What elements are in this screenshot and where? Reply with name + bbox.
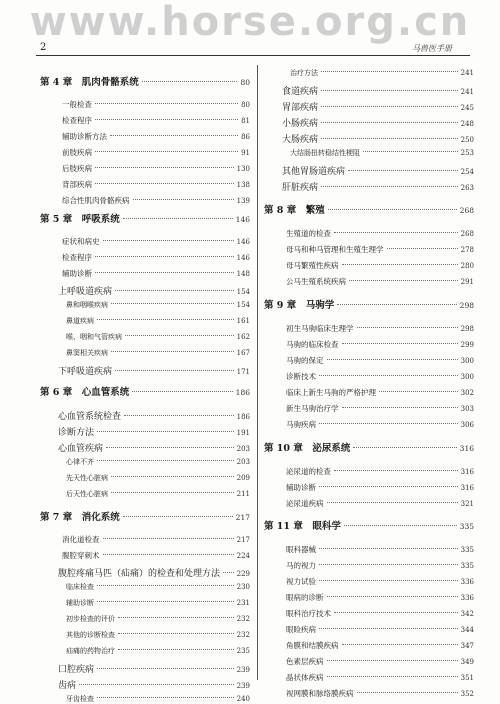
toc-page-number: 306 xyxy=(460,421,474,429)
toc-chapter-entry xyxy=(40,384,250,398)
toc-page-number: 303 xyxy=(460,405,474,413)
toc-entry xyxy=(264,371,474,382)
toc-entry-title: 马驹疾病 xyxy=(286,420,316,429)
toc-page-number: 80 xyxy=(240,78,250,87)
leader-dots xyxy=(95,167,234,168)
toc-entry xyxy=(40,582,250,592)
toc-entry xyxy=(264,164,474,177)
toc-entry xyxy=(264,260,474,271)
toc-entry-title: 上呼吸道疾病 xyxy=(58,287,113,297)
toc-entry-title: 初步检查的评价 xyxy=(66,615,115,623)
toc-entry-title: 公马生殖系统疾病 xyxy=(286,277,346,286)
toc-entry xyxy=(40,115,250,126)
toc-entry-title: 综合性肌肉骨骼疾病 xyxy=(62,196,130,205)
toc-entry xyxy=(40,646,250,656)
toc-page-number: 336 xyxy=(460,578,474,586)
toc-entry xyxy=(40,179,250,190)
leader-dots xyxy=(321,71,458,72)
leader-dots xyxy=(111,303,234,304)
toc-page-number: 146 xyxy=(236,238,250,246)
toc-page-number: 232 xyxy=(236,615,250,623)
toc-chapter-entry xyxy=(40,74,250,88)
toc-page-number: 224 xyxy=(236,552,250,560)
toc-entry-title: 第 5 章 呼吸系统 xyxy=(40,214,120,225)
toc-entry-title: 第 4 章 肌肉骨骼系统 xyxy=(40,77,139,88)
toc-entry xyxy=(264,84,474,97)
toc-entry xyxy=(40,252,250,263)
toc-page-number: 139 xyxy=(236,197,250,205)
toc-page-number: 335 xyxy=(460,562,474,570)
toc-entry xyxy=(264,228,474,239)
toc-entry xyxy=(264,656,474,667)
leader-dots xyxy=(342,343,458,344)
leader-dots xyxy=(223,572,234,573)
leader-dots xyxy=(103,538,234,539)
toc-page-number: 347 xyxy=(460,642,474,650)
toc-entry-title: 心血管疾病 xyxy=(58,444,104,454)
toc-page-number: 232 xyxy=(236,631,250,639)
toc-entry xyxy=(40,614,250,624)
toc-entry-title: 小肠疾病 xyxy=(282,119,319,129)
toc-entry xyxy=(40,332,250,342)
toc-entry xyxy=(264,672,474,683)
toc-entry xyxy=(264,339,474,350)
toc-page-number: 268 xyxy=(460,230,474,238)
toc-entry xyxy=(40,236,250,247)
toc-page-number: 186 xyxy=(235,388,250,397)
leader-dots xyxy=(103,554,234,555)
toc-entry xyxy=(264,323,474,334)
toc-entry-title: 检查程序 xyxy=(62,253,92,262)
leader-dots xyxy=(115,370,234,371)
toc-entry-title: 临床上新生马驹的严格护理 xyxy=(286,388,376,397)
leader-dots xyxy=(321,138,458,139)
toc-page-number: 300 xyxy=(460,357,474,365)
leader-dots xyxy=(327,596,458,597)
toc-entry-title: 临床检查 xyxy=(66,583,94,591)
leader-dots xyxy=(342,264,458,265)
toc-entry-title: 母马和种马管理和生殖生理学 xyxy=(286,245,384,254)
toc-page-number: 250 xyxy=(460,136,474,144)
toc-chapter-entry xyxy=(40,509,250,523)
toc-entry xyxy=(264,544,474,555)
toc-entry xyxy=(40,316,250,326)
leader-dots xyxy=(97,431,234,432)
toc-entry-title: 齿病 xyxy=(58,681,77,691)
leader-dots xyxy=(342,644,458,645)
toc-entry xyxy=(40,409,250,422)
toc-entry xyxy=(264,132,474,145)
leader-dots xyxy=(334,612,458,613)
toc-page-number: 241 xyxy=(460,88,474,96)
toc-entry-title: 第 9 章 马驹学 xyxy=(264,300,335,311)
toc-page-number: 161 xyxy=(236,317,250,325)
toc-entry-title: 眼睑疾病 xyxy=(286,625,316,634)
toc-entry-title: 辅助诊断 xyxy=(286,483,316,492)
column-divider xyxy=(257,65,258,680)
toc-entry-title: 第 11 章 眼科学 xyxy=(264,521,341,532)
toc-entry xyxy=(40,147,250,158)
toc-entry-title: 大肠疾病 xyxy=(282,135,319,145)
toc-page-number: 321 xyxy=(460,500,474,508)
toc-entry xyxy=(264,624,474,635)
leader-dots xyxy=(321,186,458,187)
toc-page-number: 209 xyxy=(236,474,250,482)
toc-entry-title: 晶状体疾病 xyxy=(286,673,324,682)
toc-entry xyxy=(40,566,250,579)
toc-entry-title: 检查程序 xyxy=(62,116,92,125)
toc-entry xyxy=(40,195,250,206)
leader-dots xyxy=(319,564,458,565)
toc-entry-title: 牙齿检查 xyxy=(66,695,94,703)
toc-page-number: 349 xyxy=(460,658,474,666)
toc-entry xyxy=(264,592,474,603)
toc-entry-title: 胃部疾病 xyxy=(282,103,319,113)
toc-entry xyxy=(40,662,250,675)
toc-page-number: 263 xyxy=(460,184,474,192)
toc-page-number: 241 xyxy=(460,69,474,77)
toc-page-number: 191 xyxy=(236,429,250,437)
leader-dots xyxy=(95,151,238,152)
leader-dots xyxy=(348,170,458,171)
toc-entry-title: 视力试验 xyxy=(286,577,316,586)
toc-entry xyxy=(40,163,250,174)
toc-entry-title: 辅助诊断 xyxy=(66,599,94,607)
toc-entry-title: 一般检查 xyxy=(62,100,92,109)
toc-entry-title: 腹腔疼痛马匹（疝痛）的检查和处理方法 xyxy=(58,569,221,579)
toc-entry-title: 眼科治疗技术 xyxy=(286,609,331,618)
toc-page-number: 239 xyxy=(236,666,250,674)
leader-dots xyxy=(334,470,458,471)
toc-entry xyxy=(40,489,250,499)
leader-dots xyxy=(357,692,458,693)
leader-dots xyxy=(123,218,233,219)
toc-page-number: 268 xyxy=(459,206,474,215)
leader-dots xyxy=(337,304,456,305)
toc-page-number: 154 xyxy=(236,301,250,309)
leader-dots xyxy=(327,660,458,661)
leader-dots xyxy=(321,122,458,123)
toc-page-number: 231 xyxy=(236,599,250,607)
toc-entry xyxy=(264,498,474,509)
toc-page-number: 298 xyxy=(459,301,474,310)
toc-page-number: 254 xyxy=(460,168,474,176)
toc-page-number: 230 xyxy=(236,583,250,591)
leader-dots xyxy=(97,319,234,320)
toc-entry-title: 诊断技术 xyxy=(286,372,316,381)
toc-entry-title: 其他胃肠道疾病 xyxy=(282,167,346,177)
leader-dots xyxy=(97,585,234,586)
toc-page-number: 351 xyxy=(460,674,474,682)
leader-dots xyxy=(111,492,234,493)
header-rule xyxy=(36,55,470,56)
toc-page-number: 86 xyxy=(241,133,250,141)
toc-entry xyxy=(264,116,474,129)
toc-entry xyxy=(40,694,250,704)
leader-dots xyxy=(123,516,233,517)
leader-dots xyxy=(357,327,458,328)
toc-entry xyxy=(264,244,474,255)
leader-dots xyxy=(387,248,458,249)
toc-entry xyxy=(40,268,250,279)
toc-entry xyxy=(264,355,474,366)
toc-entry xyxy=(40,99,250,110)
leader-dots xyxy=(97,601,234,602)
toc-chapter-entry xyxy=(264,440,474,454)
leader-dots xyxy=(111,351,234,352)
toc-entry xyxy=(40,598,250,608)
toc-entry xyxy=(264,180,474,193)
toc-page-number: 229 xyxy=(236,570,250,578)
leader-dots xyxy=(344,525,457,526)
toc-entry xyxy=(40,457,250,467)
leader-dots xyxy=(115,290,234,291)
toc-entry-title: 鼻道疾病 xyxy=(66,317,94,325)
toc-entry-title: 其他的诊断检查 xyxy=(66,631,115,639)
toc-entry-title: 前肢疾病 xyxy=(62,148,92,157)
page-number: 2 xyxy=(40,42,47,53)
leader-dots xyxy=(353,447,456,448)
leader-dots xyxy=(132,391,232,392)
toc-entry xyxy=(264,100,474,113)
leader-dots xyxy=(79,684,234,685)
toc-entry xyxy=(264,608,474,619)
leader-dots xyxy=(328,209,457,210)
toc-entry-title: 后肢疾病 xyxy=(62,164,92,173)
leader-dots xyxy=(319,628,458,629)
toc-entry-title: 心血管系统检查 xyxy=(58,412,122,422)
toc-page-number: 138 xyxy=(236,181,250,189)
toc-entry-title: 泌尿道疾病 xyxy=(286,499,324,508)
toc-entry-title: 视网膜和脉络膜疾病 xyxy=(286,689,354,698)
toc-entry xyxy=(264,419,474,430)
toc-entry-title: 疝痛的药物治疗 xyxy=(66,647,115,655)
toc-page-number: 336 xyxy=(460,594,474,602)
toc-entry xyxy=(40,678,250,691)
toc-page-number: 299 xyxy=(460,341,474,349)
toc-entry-title: 口腔疾病 xyxy=(58,665,95,675)
toc-entry-title: 食道疾病 xyxy=(282,87,319,97)
toc-entry-title: 症状和病史 xyxy=(62,237,100,246)
toc-entry-title: 第 8 章 繁殖 xyxy=(264,205,325,216)
toc-page-number: 344 xyxy=(460,626,474,634)
toc-page-number: 280 xyxy=(460,262,474,270)
toc-page-number: 342 xyxy=(460,610,474,618)
leader-dots xyxy=(319,548,458,549)
toc-entry-title: 母马繁殖性疾病 xyxy=(286,261,339,270)
leader-dots xyxy=(95,103,238,104)
watermark: www.horse.org.cn xyxy=(29,0,471,45)
toc-page-number: 316 xyxy=(460,468,474,476)
leader-dots xyxy=(106,447,234,448)
toc-entry-title: 后天性心脏病 xyxy=(66,490,108,498)
toc-page-number: 81 xyxy=(241,117,250,125)
toc-entry-title: 角膜和结膜疾病 xyxy=(286,641,339,650)
toc-page-number: 203 xyxy=(236,445,250,453)
toc-entry xyxy=(264,640,474,651)
leader-dots xyxy=(334,232,458,233)
toc-entry-title: 背部疾病 xyxy=(62,180,92,189)
leader-dots xyxy=(327,359,458,360)
toc-entry xyxy=(40,630,250,640)
toc-entry-title: 诊断方法 xyxy=(58,428,95,438)
toc-page-number: 300 xyxy=(460,373,474,381)
toc-entry-title: 泌尿道的检查 xyxy=(286,467,331,476)
toc-entry xyxy=(40,284,250,297)
toc-page-number: 335 xyxy=(460,546,474,554)
toc-entry-title: 腹腔穿刺术 xyxy=(62,551,100,560)
toc-entry xyxy=(40,550,250,561)
toc-page-number: 167 xyxy=(236,349,250,357)
toc-entry-title: 色素层疾病 xyxy=(286,657,324,666)
toc-entry xyxy=(40,441,250,454)
toc-page-number: 146 xyxy=(235,215,250,224)
leader-dots xyxy=(124,415,234,416)
toc-page-number: 217 xyxy=(235,513,250,522)
toc-page-number: 235 xyxy=(236,647,250,655)
toc-entry-title: 新生马驹治疗学 xyxy=(286,404,339,413)
toc-page-number: 253 xyxy=(460,149,474,157)
toc-page-number: 316 xyxy=(459,444,474,453)
leader-dots xyxy=(142,81,238,82)
leader-dots xyxy=(321,90,458,91)
toc-entry-title: 第 10 章 泌尿系统 xyxy=(264,443,351,454)
toc-chapter-entry xyxy=(40,211,250,225)
toc-entry-title: 治疗方法 xyxy=(290,69,318,77)
leader-dots xyxy=(327,502,458,503)
toc-entry-title: 生殖道的检查 xyxy=(286,229,331,238)
leader-dots xyxy=(97,460,234,461)
leader-dots xyxy=(103,240,234,241)
toc-entry-title: 眼病的诊断 xyxy=(286,593,324,602)
toc-entry-title: 先天性心脏病 xyxy=(66,474,108,482)
toc-page-number: 203 xyxy=(236,458,250,466)
toc-entry-title: 第 7 章 消化系统 xyxy=(40,512,120,523)
toc-entry-title: 消化道检查 xyxy=(62,535,100,544)
toc-chapter-entry xyxy=(264,202,474,216)
toc-page-number: 130 xyxy=(236,165,250,173)
toc-entry xyxy=(40,473,250,483)
toc-entry-title: 鼻窦相关疾病 xyxy=(66,349,108,357)
leader-dots xyxy=(349,280,458,281)
toc-entry xyxy=(264,276,474,287)
toc-chapter-entry xyxy=(264,518,474,532)
toc-entry-title: 初生马驹临床生理学 xyxy=(286,324,354,333)
toc-entry xyxy=(40,364,250,377)
leader-dots xyxy=(319,486,458,487)
toc-entry-title: 喉、咽和气管疾病 xyxy=(66,333,122,341)
toc-entry xyxy=(264,466,474,477)
leader-dots xyxy=(95,272,234,273)
toc-page-number: 186 xyxy=(236,413,250,421)
toc-entry-title: 下呼吸道疾病 xyxy=(58,367,113,377)
toc-entry xyxy=(264,148,474,158)
leader-dots xyxy=(321,106,458,107)
leader-dots xyxy=(97,697,234,698)
toc-chapter-entry xyxy=(264,297,474,311)
toc-page-number: 291 xyxy=(460,278,474,286)
toc-page-number: 240 xyxy=(236,695,250,703)
toc-page-number: 239 xyxy=(236,682,250,690)
toc-page-number: 211 xyxy=(236,490,250,498)
toc-entry xyxy=(40,425,250,438)
toc-entry-title: 马驹的临床检查 xyxy=(286,340,339,349)
toc-entry-title: 鼻和咽喉疾病 xyxy=(66,301,108,309)
toc-entry xyxy=(264,560,474,571)
toc-entry xyxy=(40,300,250,310)
toc-entry-title: 辅助诊断 xyxy=(62,269,92,278)
toc-entry xyxy=(264,403,474,414)
toc-page-number: 148 xyxy=(236,270,250,278)
toc-page-number: 162 xyxy=(236,333,250,341)
leader-dots xyxy=(379,391,458,392)
leader-dots xyxy=(118,649,234,650)
toc-entry xyxy=(264,387,474,398)
toc-entry-title: 马驹的保定 xyxy=(286,356,324,365)
toc-entry-title: 大结肠扭转稳结性梗阻 xyxy=(290,149,360,157)
toc-page-number: 154 xyxy=(236,288,250,296)
leader-dots xyxy=(319,423,458,424)
toc-page-number: 245 xyxy=(460,104,474,112)
toc-entry-title: 心律不齐 xyxy=(66,458,94,466)
toc-entry xyxy=(40,348,250,358)
leader-dots xyxy=(95,119,238,120)
leader-dots xyxy=(327,676,458,677)
toc-page-number: 80 xyxy=(241,101,250,109)
toc-entry xyxy=(40,534,250,545)
toc-entry-title: 第 6 章 心血管系统 xyxy=(40,387,130,398)
leader-dots xyxy=(133,199,234,200)
running-title: 马兽医手册 xyxy=(412,44,452,53)
toc-entry-title: 辅助诊断方法 xyxy=(62,132,107,141)
toc-entry xyxy=(40,131,250,142)
toc-page-number: 248 xyxy=(460,120,474,128)
toc-page-number: 352 xyxy=(460,690,474,698)
toc-entry xyxy=(264,688,474,699)
toc-page-number: 146 xyxy=(236,254,250,262)
toc-page-number: 298 xyxy=(460,325,474,333)
leader-dots xyxy=(110,135,238,136)
toc-entry xyxy=(264,482,474,493)
toc-page-number: 335 xyxy=(459,522,474,531)
toc-entry-title: 肝脏疾病 xyxy=(282,183,319,193)
leader-dots xyxy=(319,375,458,376)
leader-dots xyxy=(319,580,458,581)
leader-dots xyxy=(95,183,234,184)
leader-dots xyxy=(111,476,234,477)
toc-page-number: 302 xyxy=(460,389,474,397)
leader-dots xyxy=(95,256,234,257)
leader-dots xyxy=(118,617,234,618)
toc-page-number: 217 xyxy=(236,536,250,544)
toc-entry xyxy=(264,576,474,587)
leader-dots xyxy=(118,633,234,634)
toc-page-number: 91 xyxy=(241,149,250,157)
leader-dots xyxy=(363,151,458,152)
toc-entry-title: 眼科器械 xyxy=(286,545,316,554)
toc-page-number: 316 xyxy=(460,484,474,492)
toc-page-number: 278 xyxy=(460,246,474,254)
leader-dots xyxy=(97,668,234,669)
leader-dots xyxy=(342,407,458,408)
toc-entry xyxy=(264,68,474,78)
leader-dots xyxy=(125,335,234,336)
toc-entry-title: 马的视力 xyxy=(286,561,316,570)
toc-page-number: 171 xyxy=(236,368,250,376)
